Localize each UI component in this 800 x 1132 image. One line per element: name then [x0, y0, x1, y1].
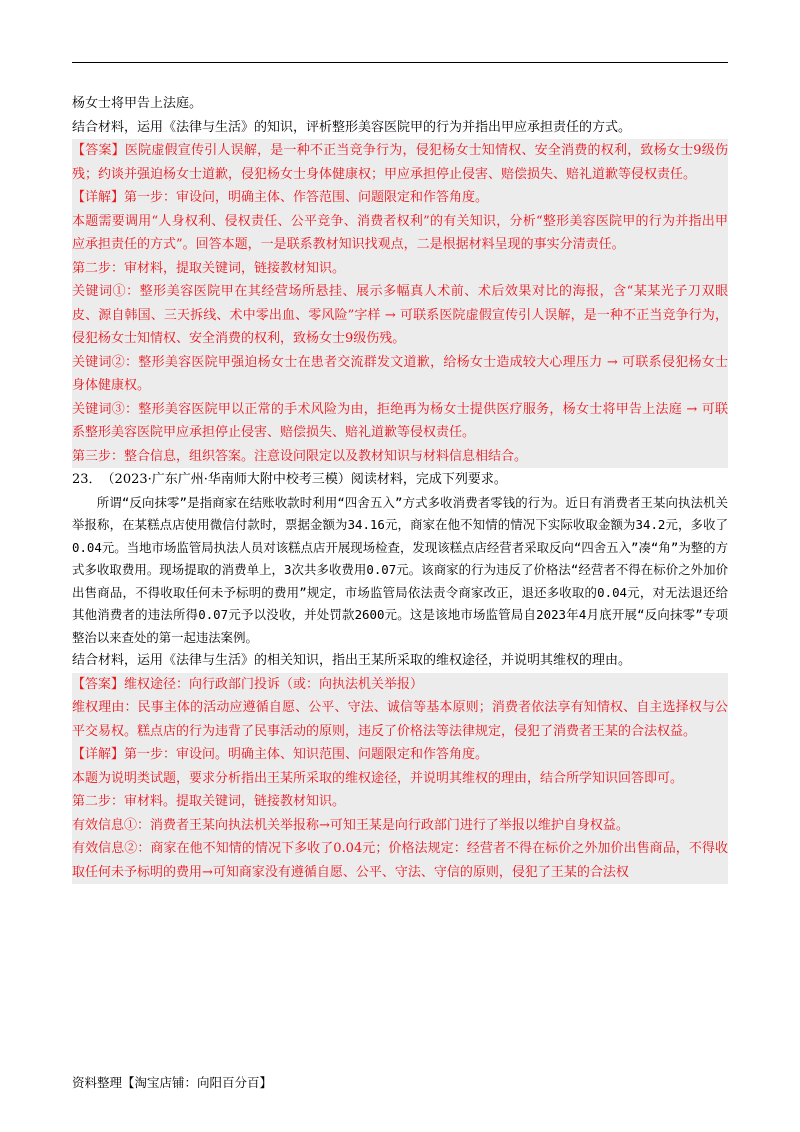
question-material: 所谓“反向抹零”是指商家在结账收款时利用“四舍五入”方式多收消费者零钱的行为。近日有消费者王某向执法机关举报称，在某糕点店使用微信付款时，票据金额为34.16元，商家在他不知情的情况下实际收取金额为34.2元，多收了0.04元。当地市场监管局执法人员对该糕点店开展现场检查，发现该糕点店经营者采取反向“四舍五入”凑“角”为整的方式多收取费用。现场提取的消费单上，3次共多收费用0.07元。该商家的行为违反了价格法“经营者不得在标价之外加价出售商品，不得收取任何未予标明的费用”规定，市场监管局依法责令商家改正，退还多收取的0.04元，对无法退还给其他消费者的违法所得0.07元予以没收，并处罚款2600元。这是该地市场监管局自2023年4月底开展“反向抹零”专项整治以来查处的第一起违法案例。 — [72, 494, 728, 645]
header-rule — [72, 62, 728, 63]
question-number: 23． — [72, 472, 102, 487]
prev-answer-block — [72, 139, 728, 468]
prev-keyword-2: 关键词②：整形美容医院甲强迫杨女士在患者交流群发文道歉，给杨女士造成较大心理压力 → 可联系侵犯杨女士身体健康权。 — [72, 354, 728, 393]
prev-detail-step1: 【详解】第一步：审设问，明确主体、作答范围、问题限定和作答角度。 — [72, 190, 489, 205]
answer-block — [72, 673, 728, 885]
prev-step2: 第二步：审材料，提取关键词，链接教材知识。 — [72, 260, 346, 276]
prev-tail-line: 杨女士将甲告上法庭。 — [72, 96, 203, 111]
question-header — [72, 468, 728, 492]
detail-step2: 第二步：审材料。提取关键词，链接教材知识。 — [72, 794, 346, 809]
prev-question-ask: 结合材料，运用《法律与生活》的知识，评析整形美容医院甲的行为并指出甲应承担责任的方式。 — [72, 119, 632, 135]
prev-answer: 【答案】医院虚假宣传引人误解，是一种不正当竞争行为，侵犯杨女士知情权、安全消费的权利，致杨女士9级伤残；约谈并强迫杨女士道歉，侵犯杨女士身体健康权；甲应承担停止侵害、赔偿损失、赔礼道歉等侵权责任。 — [72, 143, 728, 182]
page-footer: 资料整理【淘宝店铺：向阳百分百】 — [72, 1075, 273, 1090]
question-source: （2023·广东广州·华南师大附中校考三模）阅读材料，完成下列要求。 — [101, 472, 507, 487]
answer-path: 【答案】维权途径：向行政部门投诉（或：向执法机关举报） — [72, 676, 424, 692]
effective-info-2: 有效信息②：商家在他不知情的情况下多收了0.04元；价格法规定：经营者不得在标价之外加价出售商品，不得收取任何未予标明的费用→可知商家没有遵循自愿、公平、守法、守信的原则，侵犯了王某的合法权 — [72, 841, 728, 880]
prev-detail-text: 本题需要调用“人身权利、侵权责任、公平竞争、消费者权利”的有关知识，分析“整形美容医院甲的行为并指出甲应承担责任的方式”。回答本题，一是联系教材知识找观点，二是根据材料呈现的事实分清责任。 — [72, 213, 728, 252]
prev-keyword-3: 关键词③：整形美容医院甲以正常的手术风险为由，拒绝再为杨女士提供医疗服务，杨女士将甲告上法庭 → 可联系整形美容医院甲应承担停止侵害、赔偿损失、赔礼道歉等侵权责任。 — [72, 401, 728, 440]
effective-info-1: 有效信息①：消费者王某向执法机关举报称→可知王某是向行政部门进行了举报以维护自身权益。 — [72, 817, 629, 833]
prev-keyword-1: 关键词①：整形美容医院甲在其经营场所悬挂、展示多幅真人术前、术后效果对比的海报，含“某某光子刀双眼皮、源自韩国、三天拆线、术中零出血、零风险”字样 → 可联系医院虚假宣传引人误解，是一种不正当竞争行为，侵犯杨女士知情权、安全消费的权利，致杨女士9级伤残。 — [72, 284, 728, 346]
page-content — [72, 92, 728, 884]
detail-text: 本题为说明类试题，要求分析指出王某所采取的维权途径，并说明其维权的理由，结合所学知识回答即可。 — [72, 770, 684, 786]
question-ask: 结合材料，运用《法律与生活》的相关知识，指出王某所采取的维权途径，并说明其维权的理由。 — [72, 653, 632, 668]
detail-step1: 【详解】第一步：审设问。明确主体、知识范围、问题限定和作答角度。 — [72, 747, 489, 762]
prev-step3: 第三步：整合信息，组织答案。注意设问限定以及教材知识与材料信息相结合。 — [72, 448, 528, 464]
answer-reason: 维权理由：民事主体的活动应遵循自愿、公平、守法、诚信等基本原则；消费者依法享有知情权、自主选择权与公平交易权。糕点店的行为违背了民事活动的原则，违反了价格法等法律规定，侵犯了消费者王某的合法权益。 — [72, 700, 728, 739]
